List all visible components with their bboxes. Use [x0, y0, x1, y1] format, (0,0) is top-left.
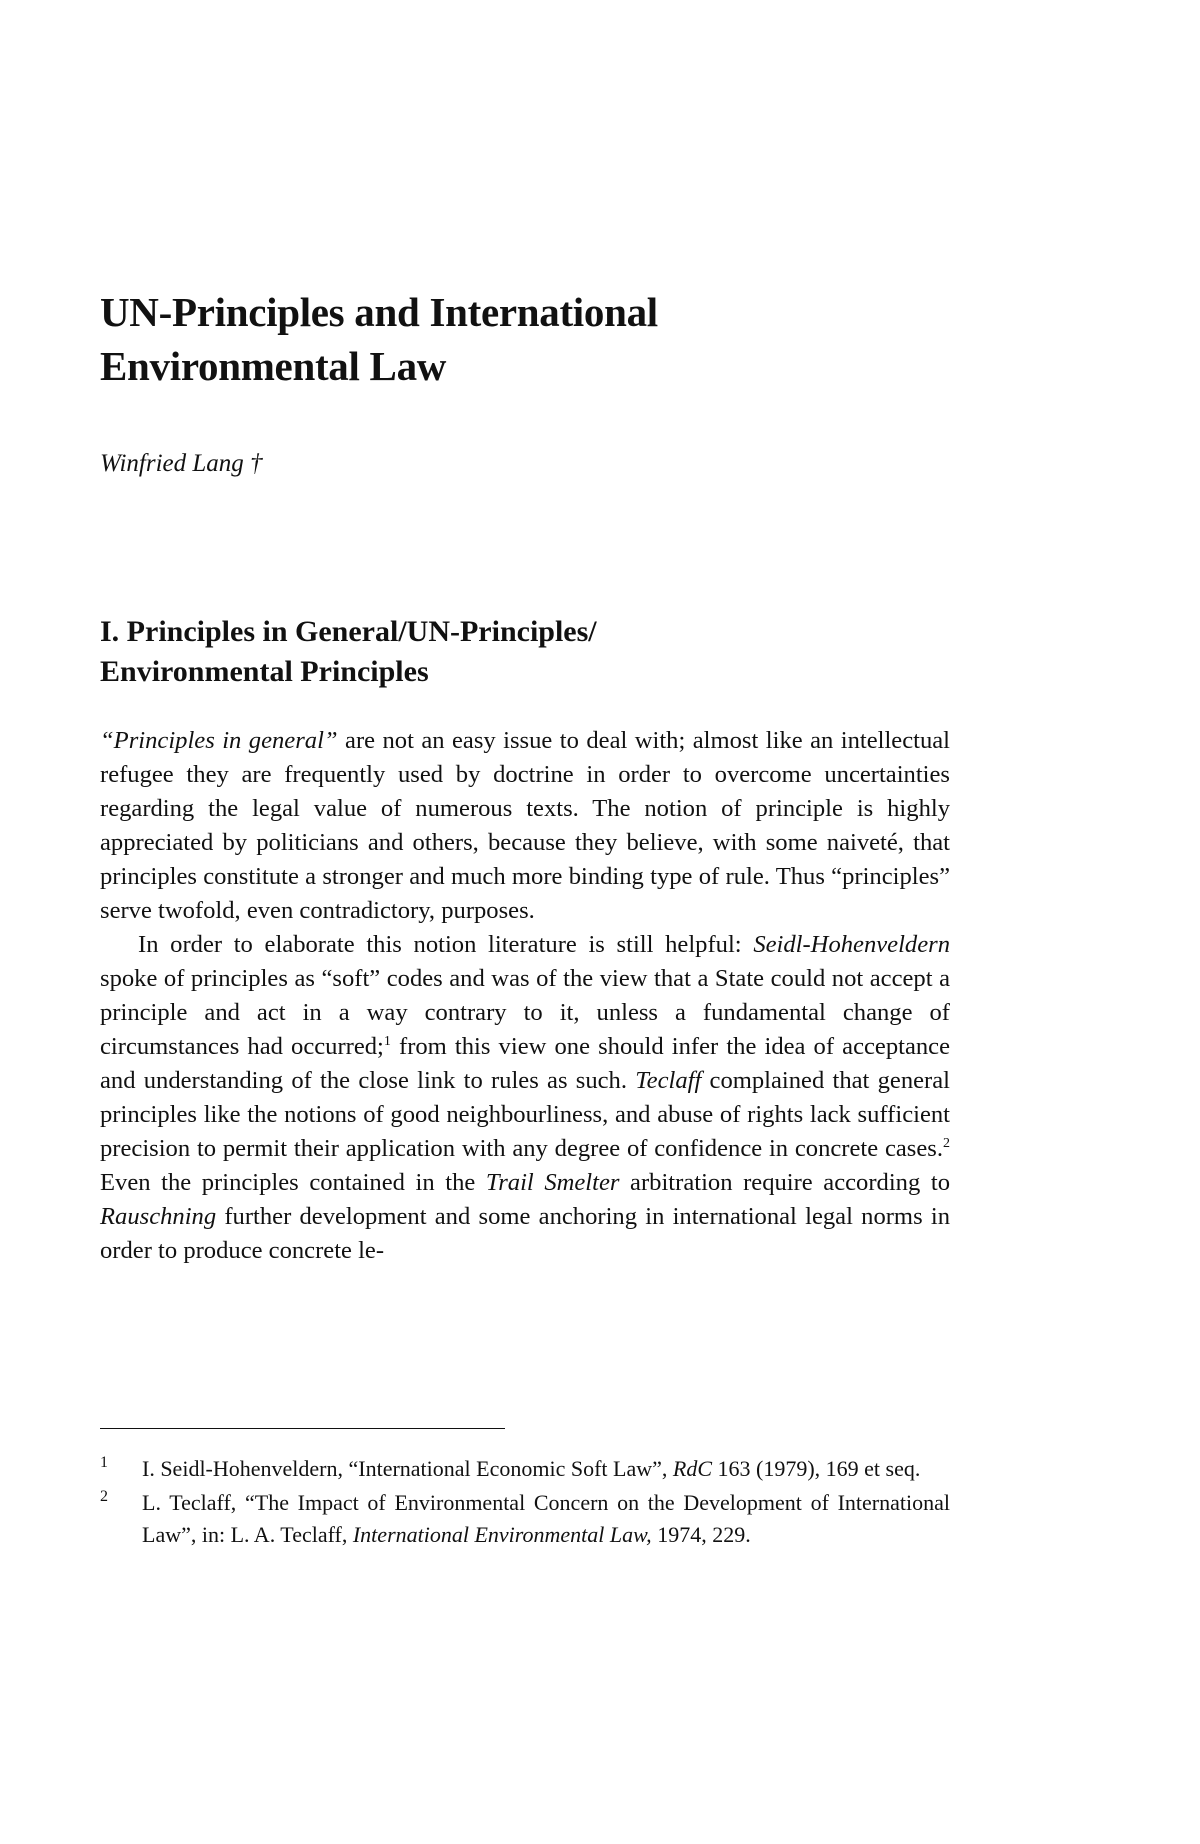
footnote-number: 2 — [100, 1488, 108, 1505]
paragraph-2-text: further development and some anchoring in international legal norms in order to produce concrete le- — [100, 1203, 950, 1264]
footnote-text: L. Teclaff, “The Impact of Environmental Concern on the Development of International Law”, in: L. A. Teclaff, — [142, 1490, 950, 1547]
paragraph-1 — [100, 724, 950, 928]
footnote-italic: International Environmental Law, — [352, 1522, 652, 1547]
footnote-ref-1[interactable]: 1 — [383, 1034, 391, 1049]
article-title-line-1: UN-Principles and International — [100, 289, 658, 335]
footnote-2 — [100, 1487, 950, 1551]
footnotes — [100, 1453, 950, 1553]
paragraph-2-text: from this view one should infer the idea of acceptance and understanding of the close link to rules as such. — [100, 1033, 950, 1094]
case-name-trail-smelter: Trail Smelter — [485, 1169, 620, 1196]
paragraph-1-lead: “Principles in general” — [100, 727, 338, 754]
article-title-line-2: Environmental Law — [100, 343, 447, 389]
paragraph-2-text: arbitration require according to — [619, 1169, 950, 1196]
paragraph-1-text: are not an easy issue to deal with; almost like an intellectual refugee they are frequently used by doctrine in order to overcome uncertainties regarding the legal value of numerous texts. The notion of principle is highly appreciated by politicians and others, because they believe, with some naiveté, that principles constitute a stronger and much more binding type of rule. Thus “principles” serve twofold, even contradictory, purposes. — [100, 727, 951, 924]
section-heading-line-2: Environmental Principles — [100, 655, 429, 688]
paragraph-2-text: complained that general principles like the notions of good neighbourliness, and abuse of rights lack sufficient precision to permit their application with any degree of confidence in concrete cases. — [100, 1067, 950, 1162]
footnote-ref-2[interactable]: 2 — [943, 1136, 950, 1151]
footnote-divider — [100, 1428, 505, 1429]
article-title — [100, 285, 950, 393]
cited-author-teclaff: Teclaff — [635, 1067, 702, 1094]
paragraph-2 — [100, 928, 950, 1268]
footnote-text: 163 (1979), 169 et seq. — [712, 1456, 921, 1481]
paragraph-2-text: spoke of principles as “soft” codes and was of the view that a State could not accept a principle and act in a way contrary to it, unless a fundamental change of circumstances had occurred; — [100, 965, 950, 1060]
paragraph-2-text: Even the principles contained in the — [100, 1169, 486, 1196]
cited-author-seidl-hohenveldern: Seidl-Hohenveldern — [753, 931, 950, 958]
author-name: Winfried Lang † — [100, 450, 263, 477]
footnote-italic: RdC — [672, 1456, 713, 1481]
cited-author-rauschning: Rauschning — [100, 1203, 217, 1230]
paragraph-2-text: In order to elaborate this notion literature is still helpful: — [138, 931, 754, 958]
body-text — [100, 724, 950, 1268]
section-heading — [100, 612, 950, 692]
section-heading-line-1: I. Principles in General/UN-Principles/ — [100, 615, 597, 648]
footnote-text: 1974, 229. — [651, 1522, 751, 1547]
footnote-1 — [100, 1453, 950, 1485]
footnote-number: 1 — [100, 1454, 108, 1471]
footnote-text: I. Seidl-Hohenveldern, “International Economic Soft Law”, — [142, 1456, 673, 1481]
document-page — [100, 0, 950, 1844]
